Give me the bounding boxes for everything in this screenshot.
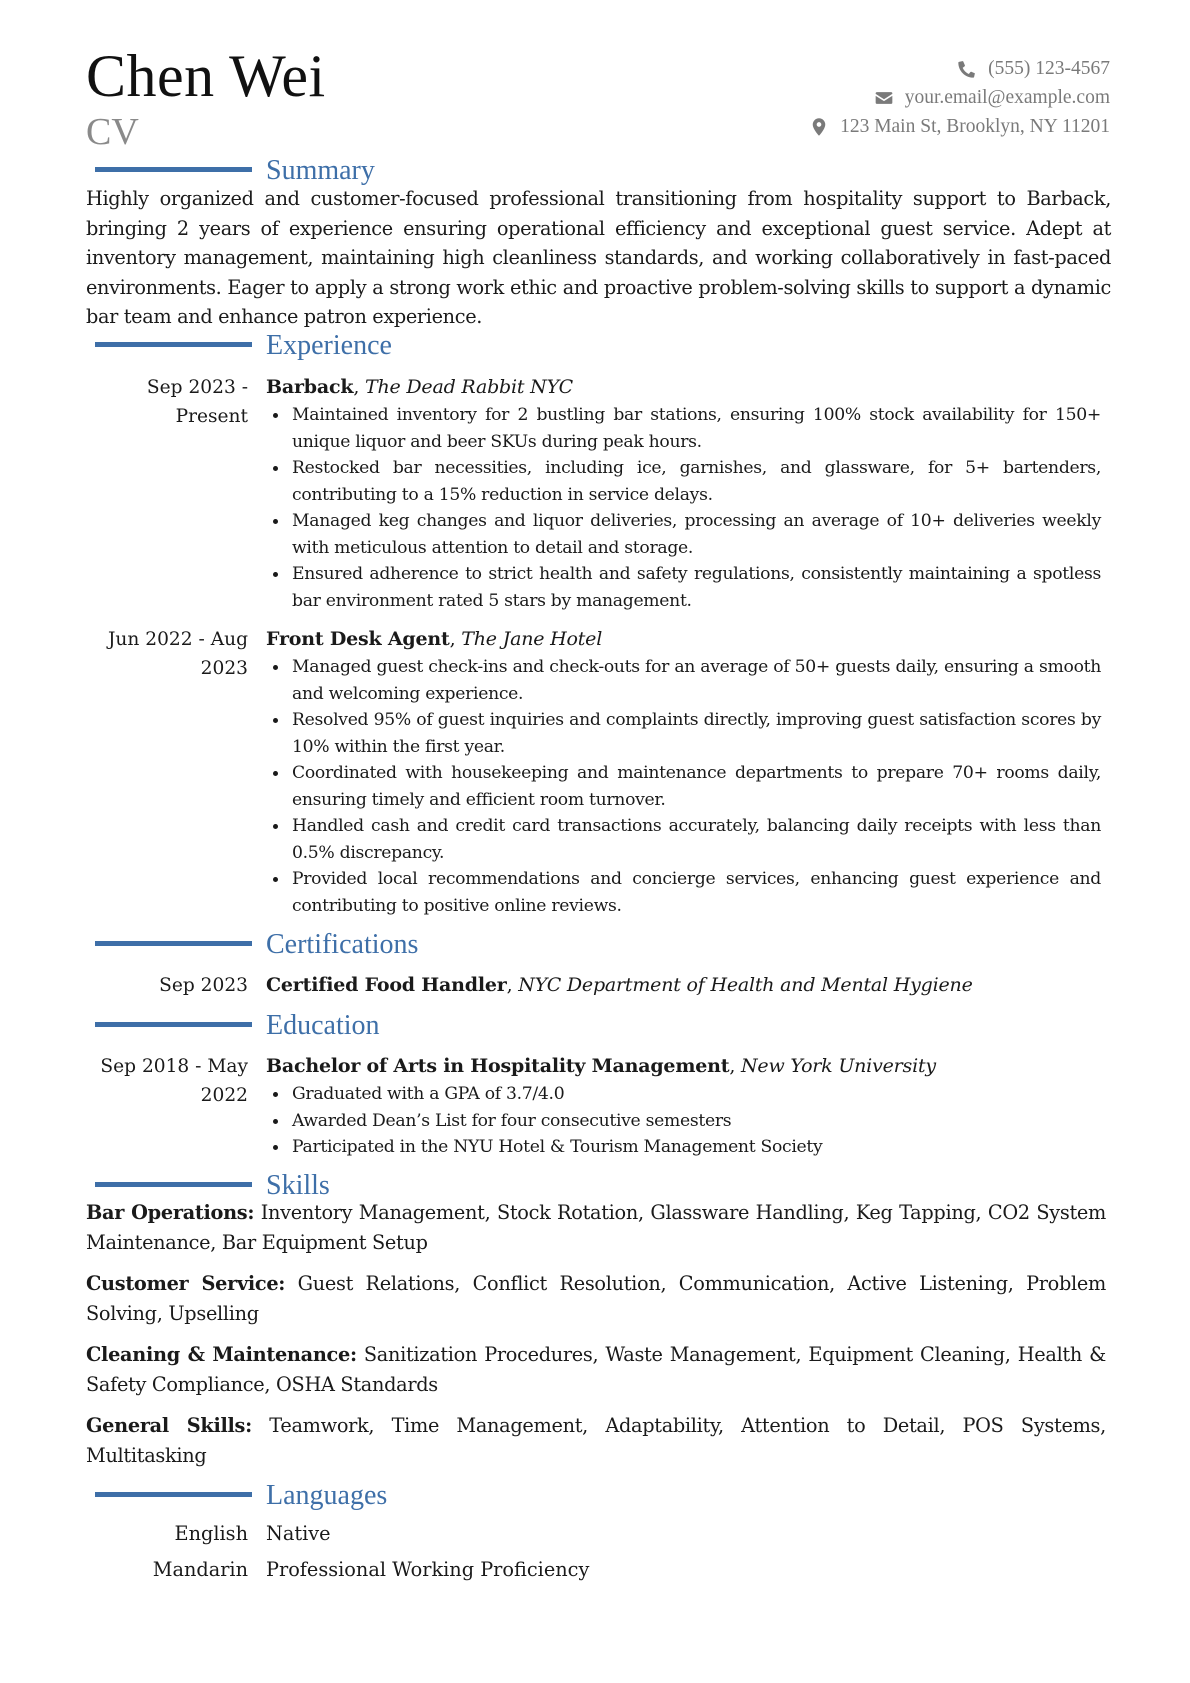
skill-label: Customer Service: <box>86 1272 286 1295</box>
section-title-languages: Languages <box>266 1480 388 1511</box>
skill-group <box>86 1269 1106 1328</box>
entry-date: Sep 2023 - Present <box>146 377 248 427</box>
section-rule <box>95 941 252 946</box>
entry-date: Sep 2018 - May 2022 <box>100 1056 248 1106</box>
list-item: Graduated with a GPA of 3.7/4.0 <box>266 1081 1101 1108</box>
skill-text: Guest Relations, Conflict Resolution, Communication, Active Listening, Problem Solving, Upselling <box>86 1272 1106 1325</box>
person-name: Chen Wei <box>86 43 326 109</box>
entry-date: Sep 2023 <box>159 975 248 996</box>
section-education <box>0 1010 1190 1044</box>
contact-phone <box>809 54 1110 83</box>
section-rule <box>95 167 252 172</box>
entry-title: Front Desk Agent <box>266 628 450 650</box>
email-link[interactable]: your.email@example.com <box>904 87 1110 108</box>
language-name: English <box>174 1522 248 1545</box>
skill-text: Inventory Management, Stock Rotation, Glassware Handling, Keg Tapping, CO2 System Maintenance, Bar Equipment Setup <box>86 1201 1106 1254</box>
entry-org: The Dead Rabbit NYC <box>365 376 573 398</box>
section-rule <box>95 342 252 347</box>
list-item: Provided local recommendations and concierge services, enhancing guest experience and contributing to positive online reviews. <box>266 866 1101 919</box>
contact-block <box>809 54 1110 141</box>
entry-body <box>266 971 1101 1000</box>
section-title-certifications: Certifications <box>266 929 419 960</box>
section-title-summary: Summary <box>266 155 375 186</box>
skill-label: Cleaning & Maintenance: <box>86 1343 357 1366</box>
document-subtitle: CV <box>86 111 139 153</box>
list-item: Ensured adherence to strict health and safety regulations, consistently maintaining a spotless bar environment rated 5 stars by management. <box>266 561 1101 614</box>
language-name: Mandarin <box>152 1558 248 1581</box>
section-rule <box>95 1022 252 1027</box>
list-item: Managed keg changes and liquor deliveries, processing an average of 10+ deliveries weekly with meticulous attention to detail and storage. <box>266 508 1101 561</box>
list-item: Managed guest check-ins and check-outs for an average of 50+ guests daily, ensuring a smooth and welcoming experience. <box>266 654 1101 707</box>
entry-title: Bachelor of Arts in Hospitality Management <box>266 1055 730 1077</box>
skill-group <box>86 1198 1106 1257</box>
skill-group <box>86 1411 1106 1470</box>
section-rule <box>95 1492 252 1497</box>
entry-heading: Bachelor of Arts in Hospitality Management, New York University <box>266 1055 936 1077</box>
language-row <box>0 1555 1190 1585</box>
entry-body <box>266 625 1101 919</box>
contact-address <box>809 112 1110 141</box>
section-languages <box>0 1480 1190 1514</box>
language-row <box>0 1519 1190 1549</box>
entry-org: New York University <box>741 1055 936 1077</box>
entry-body <box>266 373 1101 614</box>
bullet-list <box>266 654 1101 919</box>
entry-org: NYC Department of Health and Mental Hygiene <box>518 974 973 996</box>
address-text: 123 Main St, Brooklyn, NY 11201 <box>840 116 1110 137</box>
section-title-education: Education <box>266 1010 380 1041</box>
list-item: Handled cash and credit card transactions accurately, balancing daily receipts with less than 0.5% discrepancy. <box>266 813 1101 866</box>
envelope-icon <box>874 88 894 108</box>
phone-icon <box>957 59 977 79</box>
list-item: Resolved 95% of guest inquiries and complaints directly, improving guest satisfaction scores by 10% within the first year. <box>266 707 1101 760</box>
list-item: Coordinated with housekeeping and maintenance departments to prepare 70+ rooms daily, ensuring timely and efficient room turnover. <box>266 760 1101 813</box>
bullet-list <box>266 402 1101 614</box>
entry-date: Jun 2022 - Aug 2023 <box>107 629 248 679</box>
entry-title: Barback <box>266 376 354 398</box>
summary-text: Highly organized and customer-focused professional transitioning from hospitality support to Barback, bringing 2 years of experience ensuring operational efficiency and exceptional guest service. Adept at inventory management, maintaining high cleanliness standards, and working collaboratively in fast-paced environments. Eager to apply a strong work ethic and proactive problem-solving skills to support a dynamic bar team and enhance patron experience. <box>86 187 1111 329</box>
list-item: Participated in the NYU Hotel & Tourism Management Society <box>266 1134 1101 1161</box>
entry-title: Certified Food Handler <box>266 974 507 996</box>
location-pin-icon <box>809 117 829 137</box>
entry-org: The Jane Hotel <box>461 628 603 650</box>
entry-heading: Front Desk Agent, The Jane Hotel <box>266 628 603 650</box>
skill-text: Sanitization Procedures, Waste Management, Equipment Cleaning, Health & Safety Compliance, OSHA Standards <box>86 1343 1106 1396</box>
entry-heading: Certified Food Handler, NYC Department of Health and Mental Hygiene <box>266 974 973 996</box>
skill-label: General Skills: <box>86 1414 252 1437</box>
skill-group <box>86 1340 1106 1399</box>
bullet-list <box>266 1081 1101 1161</box>
skill-label: Bar Operations: <box>86 1201 255 1224</box>
section-rule <box>95 1182 252 1187</box>
language-level: Native <box>266 1522 331 1545</box>
list-item: Restocked bar necessities, including ice, garnishes, and glassware, for 5+ bartenders, contributing to a 15% reduction in service delays. <box>266 455 1101 508</box>
language-level: Professional Working Proficiency <box>266 1558 590 1581</box>
skill-text: Teamwork, Time Management, Adaptability, Attention to Detail, POS Systems, Multitasking <box>86 1414 1106 1467</box>
section-title-experience: Experience <box>266 330 392 361</box>
contact-email <box>809 83 1110 112</box>
section-title-skills: Skills <box>266 1170 330 1201</box>
list-item: Awarded Dean’s List for four consecutive semesters <box>266 1108 1101 1135</box>
entry-heading: Barback, The Dead Rabbit NYC <box>266 376 573 398</box>
phone-text[interactable]: (555) 123-4567 <box>988 58 1110 79</box>
entry-body <box>266 1052 1101 1161</box>
section-certifications <box>0 929 1190 963</box>
list-item: Maintained inventory for 2 bustling bar stations, ensuring 100% stock availability for 150+ unique liquor and beer SKUs during peak hours. <box>266 402 1101 455</box>
section-experience <box>0 330 1190 364</box>
